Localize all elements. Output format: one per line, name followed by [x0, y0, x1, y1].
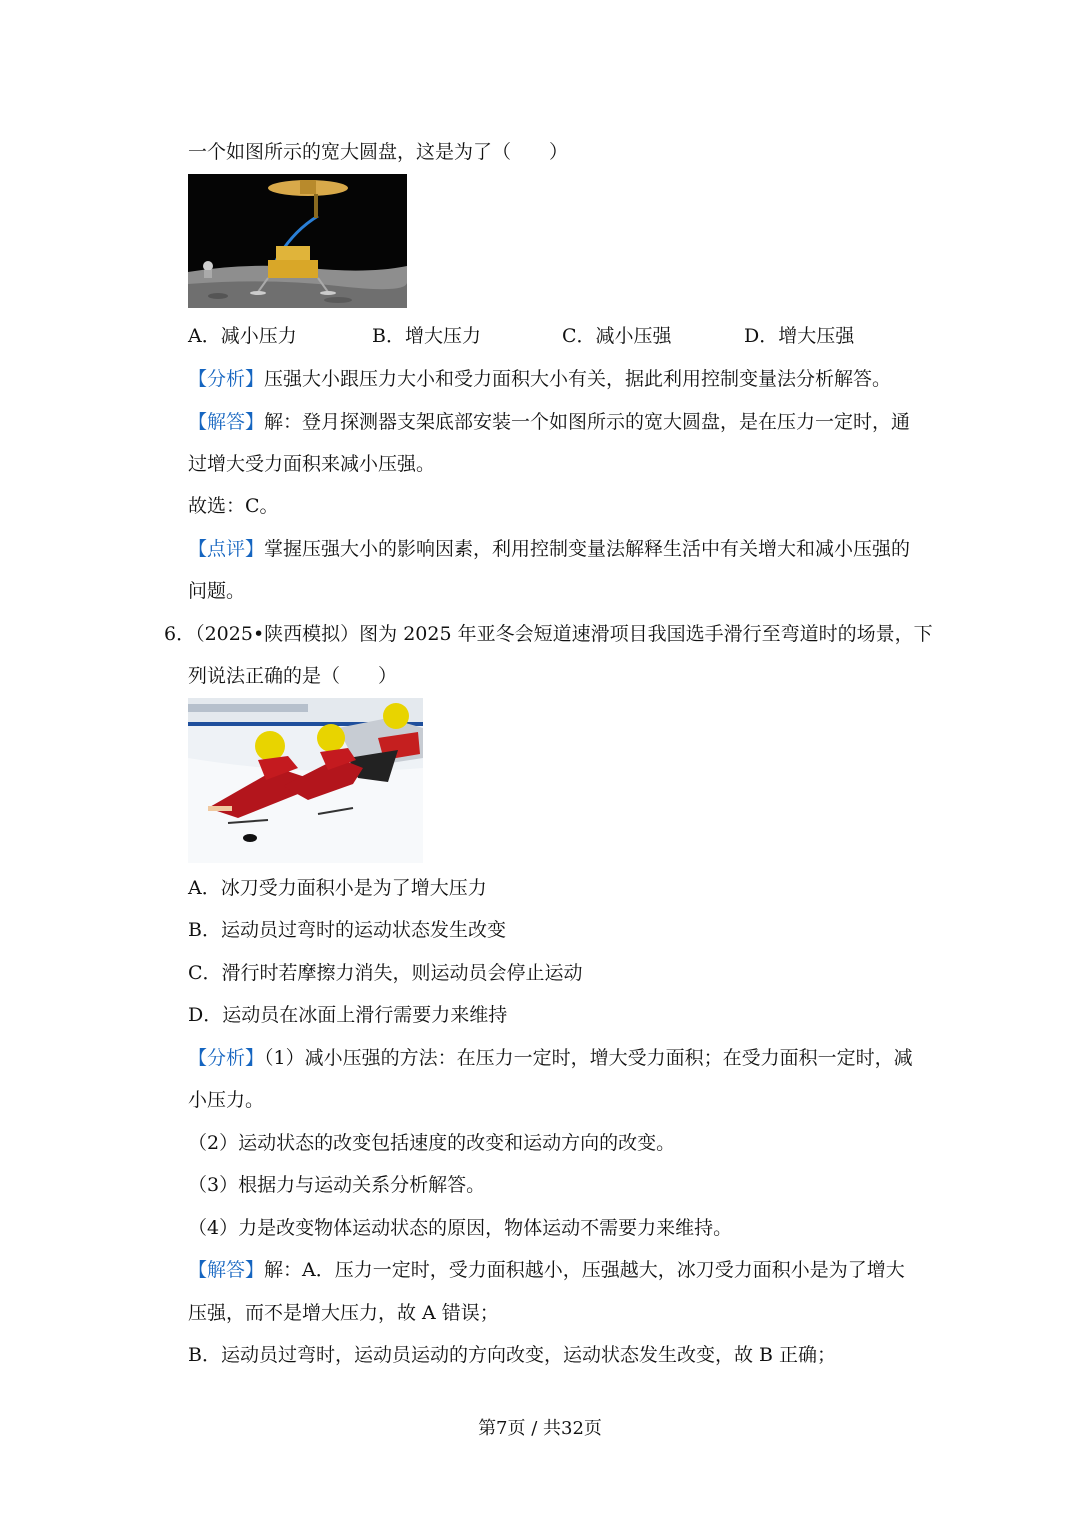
answer-tag: 【解答】: [188, 1259, 265, 1281]
lunar-lander-photo: [188, 174, 407, 308]
comment-tag: 【点评】: [188, 538, 265, 560]
q6-answer: [188, 1258, 905, 1282]
q6-analysis-4: （4）力是改变物体运动状态的原因，物体运动不需要力来维持。: [188, 1217, 733, 1239]
q6-option-b: B．运动员过弯时的运动状态发生改变: [188, 919, 506, 941]
q6-analysis: [188, 1046, 913, 1070]
answer-text: 解：登月探测器支架底部安装一个如图所示的宽大圆盘，是在压力一定时，通: [264, 411, 911, 433]
q6-stem-line1: 6．（2025•陕西模拟）图为 2025 年亚冬会短道速滑项目我国选手滑行至弯道时的场景，下: [164, 623, 933, 645]
q5-option-a: A．减小压力: [188, 325, 297, 347]
q6-option-c: C．滑行时若摩擦力消失，则运动员会停止运动: [188, 962, 583, 984]
q5-choice: 故选：C。: [188, 495, 279, 517]
q6-analysis-2: （2）运动状态的改变包括速度的改变和运动方向的改变。: [188, 1132, 676, 1154]
q5-answer: [188, 410, 910, 434]
q5-comment-line2: 问题。: [188, 580, 246, 602]
q5-option-b: B．增大压力: [372, 325, 481, 347]
speed-skating-photo: [188, 698, 423, 863]
q6-option-a: A．冰刀受力面积小是为了增大压力: [188, 877, 487, 899]
q5-option-c: C．减小压强: [562, 325, 672, 347]
q5-stem-tail: 一个如图所示的宽大圆盘，这是为了（ ）: [188, 141, 569, 163]
answer-tag: 【解答】: [188, 411, 265, 433]
q6-analysis-line2: 小压力。: [188, 1089, 265, 1111]
page-footer: 第7页 / 共32页: [478, 1418, 602, 1439]
q5-option-d: D．增大压强: [744, 325, 855, 347]
q5-comment: [188, 537, 910, 561]
answer-text: 解：A．压力一定时，受力面积越小，压强越大，冰刀受力面积小是为了增大: [264, 1259, 905, 1281]
q5-analysis: [188, 367, 891, 391]
q6-answer-line3: B．运动员过弯时，运动员运动的方向改变，运动状态发生改变，故 B 正确；: [188, 1344, 837, 1366]
q6-option-d: D．运动员在冰面上滑行需要力来维持: [188, 1004, 508, 1026]
analysis-tag: 【分析】: [188, 1047, 265, 1069]
q6-answer-line2: 压强，而不是增大压力，故 A 错误；: [188, 1302, 499, 1324]
q6-stem-line2: 列说法正确的是（ ）: [188, 665, 398, 687]
analysis-text: 压强大小跟压力大小和受力面积大小有关，据此利用控制变量法分析解答。: [264, 368, 892, 390]
q6-analysis-3: （3）根据力与运动关系分析解答。: [188, 1174, 486, 1196]
analysis-text: （1）减小压强的方法：在压力一定时，增大受力面积；在受力面积一定时，减: [264, 1047, 913, 1069]
comment-text: 掌握压强大小的影响因素，利用控制变量法解释生活中有关增大和减小压强的: [264, 538, 911, 560]
analysis-tag: 【分析】: [188, 368, 265, 390]
q5-answer-line2: 过增大受力面积来减小压强。: [188, 453, 436, 475]
